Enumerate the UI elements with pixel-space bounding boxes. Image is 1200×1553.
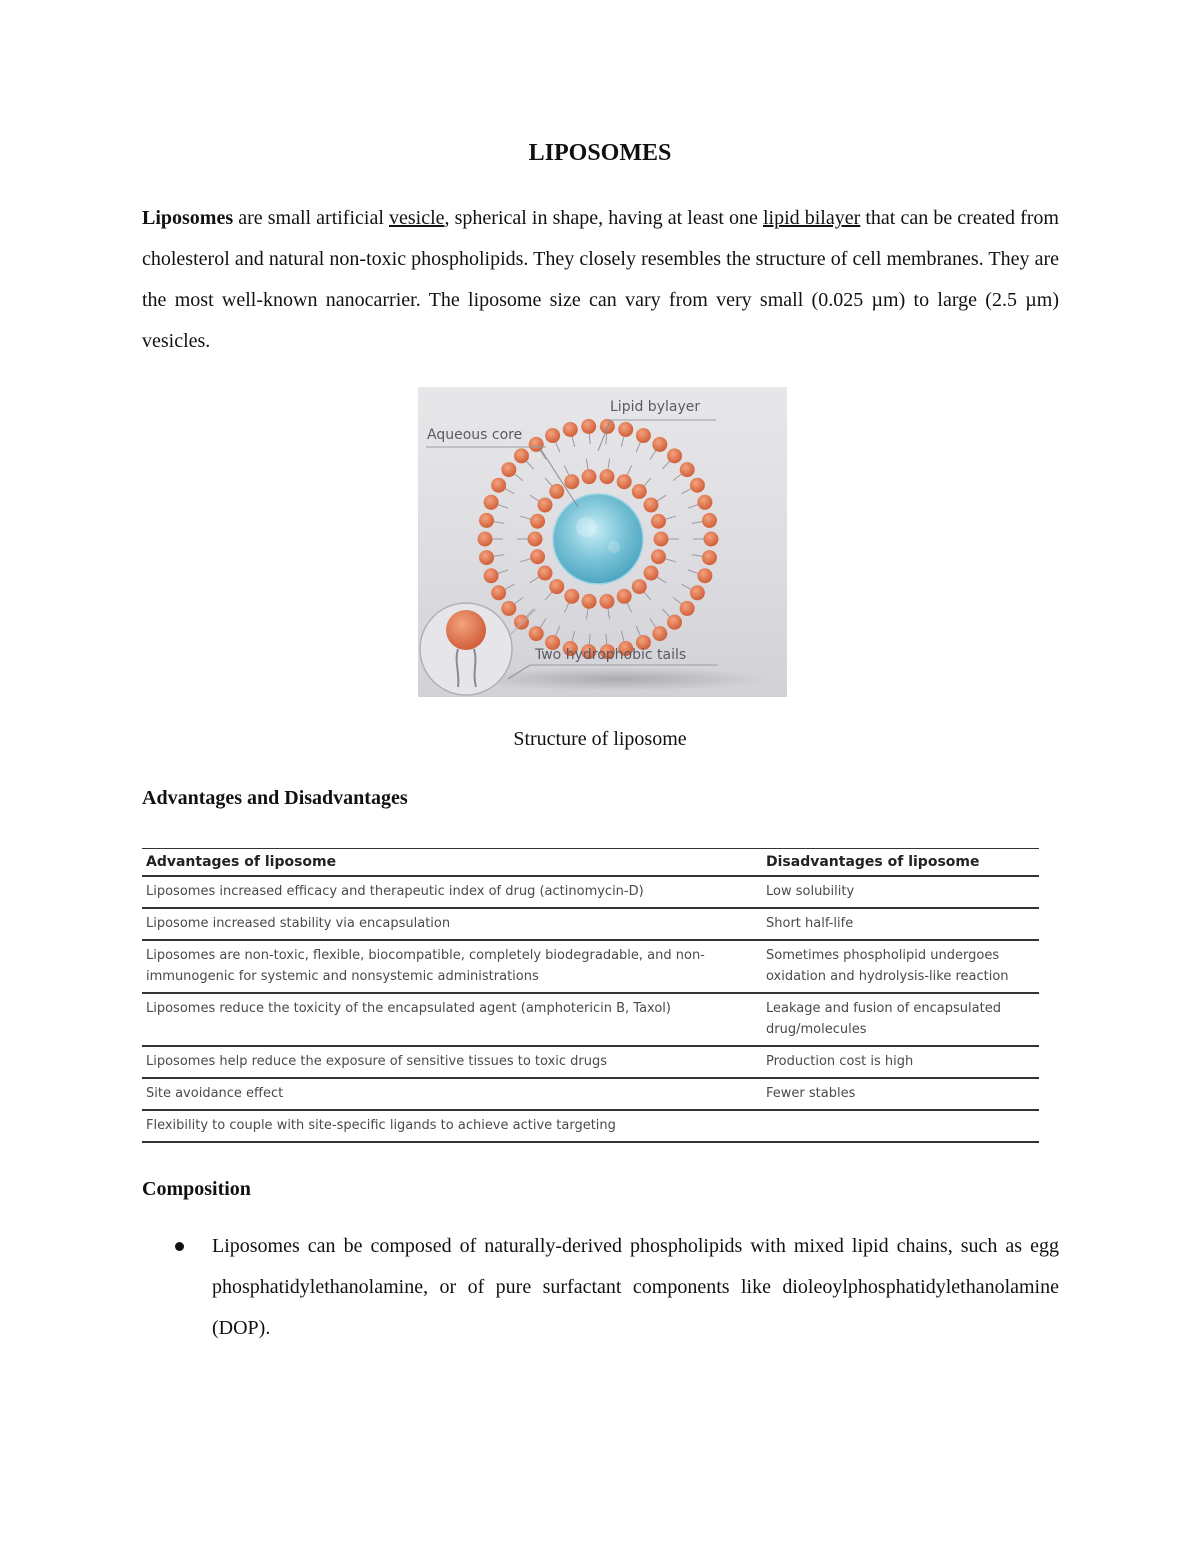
advantages-table bbox=[142, 848, 1039, 1143]
disadvantage-cell: Fewer stables bbox=[762, 1078, 1039, 1110]
figure-caption: Structure of liposome bbox=[513, 728, 687, 750]
advantage-cell: Liposomes increased efficacy and therapeutic index of drug (actinomycin-D) bbox=[142, 876, 762, 908]
disadvantage-cell: Short half-life bbox=[762, 908, 1039, 940]
advantage-cell: Liposomes are non-toxic, flexible, biocompatible, completely biodegradable, and non-immunogenic for systemic and nonsystemic administrations bbox=[142, 940, 762, 993]
lipid-head bbox=[564, 589, 579, 604]
intro-text-3: that can be created from cholesterol and natural non-toxic phospholipids. They closely resembles the structure of cell membranes. They are the most well-known nanocarrier. The liposome size can vary from very small (0.025 µm) to large (2.5 µm) vesicles. bbox=[142, 207, 1059, 352]
lipid-head bbox=[632, 579, 647, 594]
intro-bold-term: Liposomes bbox=[142, 207, 234, 229]
lipid-head bbox=[501, 462, 516, 477]
table-row bbox=[142, 908, 1039, 940]
core-highlight bbox=[576, 517, 596, 537]
list-item: Liposomes can be composed of naturally-derived phospholipids with mixed lipid chains, such as egg phosphatidylethanolamine, or of pure surfactant components like dioleoylphosphatidylethanolamine (DOP). bbox=[172, 1226, 1059, 1349]
lipid-head bbox=[599, 469, 614, 484]
intro-text-2: , spherical in shape, having at least one bbox=[444, 207, 763, 229]
lipid-head bbox=[538, 497, 553, 512]
lipid-head bbox=[564, 474, 579, 489]
table-header-row bbox=[142, 849, 1039, 877]
vesicle-link[interactable]: vesicle bbox=[389, 207, 445, 229]
advantage-cell: Site avoidance effect bbox=[142, 1078, 762, 1110]
lipid-head bbox=[514, 448, 529, 463]
lipid-head bbox=[697, 568, 712, 583]
lipid-head bbox=[479, 550, 494, 565]
lipid-head bbox=[643, 497, 658, 512]
table-row bbox=[142, 1046, 1039, 1078]
composition-list bbox=[172, 1226, 1059, 1349]
lipid-head bbox=[484, 568, 499, 583]
intro-text-1: are small artificial bbox=[233, 207, 389, 229]
lipid-head bbox=[618, 422, 633, 437]
lipid-head bbox=[680, 601, 695, 616]
lipid-head bbox=[632, 484, 647, 499]
header-advantages: Advantages of liposome bbox=[142, 849, 762, 877]
lipid-bilayer-label: Lipid bylayer bbox=[610, 399, 701, 415]
advantage-cell: Liposomes help reduce the exposure of sensitive tissues to toxic drugs bbox=[142, 1046, 762, 1078]
advantage-cell: Liposome increased stability via encapsulation bbox=[142, 908, 762, 940]
disadvantage-cell: Leakage and fusion of encapsulated drug/molecules bbox=[762, 993, 1039, 1046]
lipid-head bbox=[680, 462, 695, 477]
table-row bbox=[142, 993, 1039, 1046]
lipid-head bbox=[530, 514, 545, 529]
lipid-head bbox=[702, 513, 717, 528]
lipid-head bbox=[702, 550, 717, 565]
page-title: LIPOSOMES bbox=[528, 140, 672, 166]
lipid-head bbox=[478, 532, 493, 547]
lipid-head bbox=[549, 579, 564, 594]
disadvantage-cell bbox=[762, 1110, 1039, 1142]
advantage-cell: Flexibility to couple with site-specific ligands to achieve active targeting bbox=[142, 1110, 762, 1142]
disadvantage-cell: Production cost is high bbox=[762, 1046, 1039, 1078]
table-row bbox=[142, 876, 1039, 908]
lipid-head bbox=[704, 532, 719, 547]
lipid-head bbox=[529, 626, 544, 641]
lipid-head bbox=[582, 594, 597, 609]
lipid-head bbox=[690, 478, 705, 493]
header-disadvantages: Disadvantages of liposome bbox=[762, 849, 1039, 877]
lipid-head bbox=[514, 615, 529, 630]
advantage-cell: Liposomes reduce the toxicity of the encapsulated agent (amphotericin B, Taxol) bbox=[142, 993, 762, 1046]
lipid-head bbox=[582, 469, 597, 484]
lipid-head bbox=[528, 532, 543, 547]
lipid-head bbox=[636, 428, 651, 443]
lipid-head bbox=[690, 585, 705, 600]
disadvantage-cell: Sometimes phospholipid undergoes oxidation and hydrolysis-like reaction bbox=[762, 940, 1039, 993]
lipid-head bbox=[549, 484, 564, 499]
lipid-head bbox=[538, 566, 553, 581]
lipid-head bbox=[697, 495, 712, 510]
table-row bbox=[142, 1110, 1039, 1142]
lipid-head bbox=[545, 428, 560, 443]
advantages-heading: Advantages and Disadvantages bbox=[142, 787, 408, 809]
table-body bbox=[142, 876, 1039, 1142]
lipid-head bbox=[652, 437, 667, 452]
liposome-figure bbox=[418, 387, 787, 697]
lipid-head bbox=[599, 594, 614, 609]
intro-paragraph bbox=[142, 198, 1059, 362]
table-row bbox=[142, 940, 1039, 993]
lipid-head bbox=[581, 419, 596, 434]
lipid-head bbox=[667, 448, 682, 463]
lipid-head bbox=[643, 566, 658, 581]
lipid-bilayer-link[interactable]: lipid bilayer bbox=[762, 207, 861, 229]
core-highlight bbox=[608, 541, 620, 553]
lipid-head bbox=[652, 626, 667, 641]
lipid-head bbox=[654, 532, 669, 547]
lipid-head bbox=[530, 549, 545, 564]
lipid-head bbox=[491, 585, 506, 600]
aqueous-core-label: Aqueous core bbox=[427, 427, 523, 443]
hydrophobic-tails-label: Two hydrophobic tails bbox=[535, 647, 687, 663]
lipid-head bbox=[491, 478, 506, 493]
table-row bbox=[142, 1078, 1039, 1110]
disadvantage-cell: Low solubility bbox=[762, 876, 1039, 908]
lipid-head bbox=[563, 422, 578, 437]
lipid-head bbox=[651, 514, 666, 529]
lipid-head bbox=[479, 513, 494, 528]
lipid-head bbox=[617, 589, 632, 604]
lipid-head bbox=[667, 615, 682, 630]
lipid-head bbox=[501, 601, 516, 616]
lipid-head bbox=[651, 549, 666, 564]
floor-shadow bbox=[468, 667, 768, 691]
magnified-tail bbox=[474, 649, 476, 687]
aqueous-core bbox=[553, 494, 643, 584]
lipid-head bbox=[484, 495, 499, 510]
magnified-head bbox=[446, 610, 486, 650]
lipid-head bbox=[617, 474, 632, 489]
composition-heading: Composition bbox=[142, 1178, 251, 1200]
advantages-table-wrap bbox=[142, 848, 1039, 1143]
